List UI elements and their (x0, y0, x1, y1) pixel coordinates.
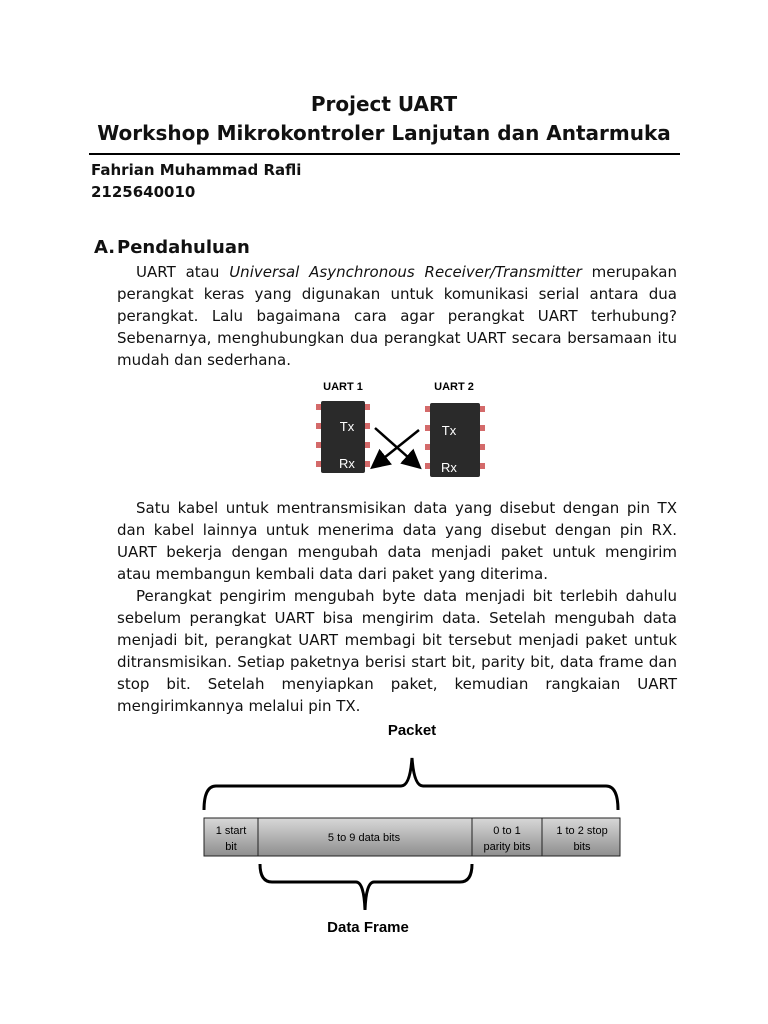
section-title: Pendahuluan (117, 237, 250, 258)
packet-figure (196, 718, 630, 940)
start-bit-cell-line1: 1 start (215, 825, 247, 837)
intro-rest: merupakan perangkat keras yang digunakan untuk komunikasi serial antara dua perangkat. Lalu bagaimana cara agar perangkat UART terhubung? Sebenarnya, menghubungkan dua perangkat UART secara bersamaan itu mudah dan sederhana. (117, 263, 677, 369)
author-id: 2125640010 (91, 183, 196, 201)
intro-italic-term: Universal Asynchronous Receiver/Transmitter (229, 263, 582, 281)
intro-lead: UART atau (136, 263, 230, 281)
uart1-label: UART 1 (323, 381, 363, 393)
paragraph-intro (117, 261, 677, 371)
paragraph-packets: Perangkat pengirim mengubah byte data menjadi bit terlebih dahulu sebelum perangkat UART bisa mengirim data. Setelah mengubah data menjadi bit, perangkat UART membagi bit tersebut menjadi paket untuk ditransmisikan. Setiap paketnya berisi start bit, parity bit, data frame dan stop bit. Setelah menyiapkan paket, kemudian rangkaian UART mengirimkannya melalui pin TX. (117, 587, 677, 715)
uart1-rx-pin: Rx (339, 456, 355, 471)
start-bit-cell-line2: bit (225, 841, 237, 853)
uart1-tx-pin: Tx (339, 419, 355, 434)
author-name: Fahrian Muhammad Rafli (91, 161, 302, 179)
stop-bit-cell-line2: bits (573, 841, 591, 853)
uart2-rx-pin: Rx (441, 460, 457, 475)
packet-label: Packet (387, 722, 437, 739)
uart2-tx-pin: Tx (441, 423, 457, 438)
uart2-chip (425, 403, 485, 477)
paragraph-pins: Satu kabel untuk mentransmisikan data yang disebut dengan pin TX dan kabel lainnya untuk menerima data yang disebut dengan pin RX. UART bekerja dengan mengubah data menjadi paket untuk mengirim atau membangun kembali data dari paket yang diterima. (117, 499, 677, 583)
uart2-label: UART 2 (434, 381, 474, 393)
title-line-2: Workshop Mikrokontroler Lanjutan dan Antarmuka (97, 121, 671, 145)
data-bits-cell: 5 to 9 data bits (327, 832, 401, 844)
packet-brace (204, 758, 618, 810)
data-frame-brace (260, 864, 472, 910)
stop-bit-cell-line1: 1 to 2 stop (556, 825, 608, 837)
uart1-chip (316, 401, 370, 473)
section-number: A. (94, 237, 116, 258)
uart-connection-figure (305, 376, 495, 486)
section-heading (94, 237, 250, 258)
data-frame-label: Data Frame (327, 919, 409, 936)
title-line-1: Project UART (310, 92, 458, 116)
title-divider (89, 153, 680, 155)
parity-cell-line1: 0 to 1 (493, 825, 521, 837)
parity-cell-line2: parity bits (483, 841, 531, 853)
packet-cells (204, 818, 620, 856)
